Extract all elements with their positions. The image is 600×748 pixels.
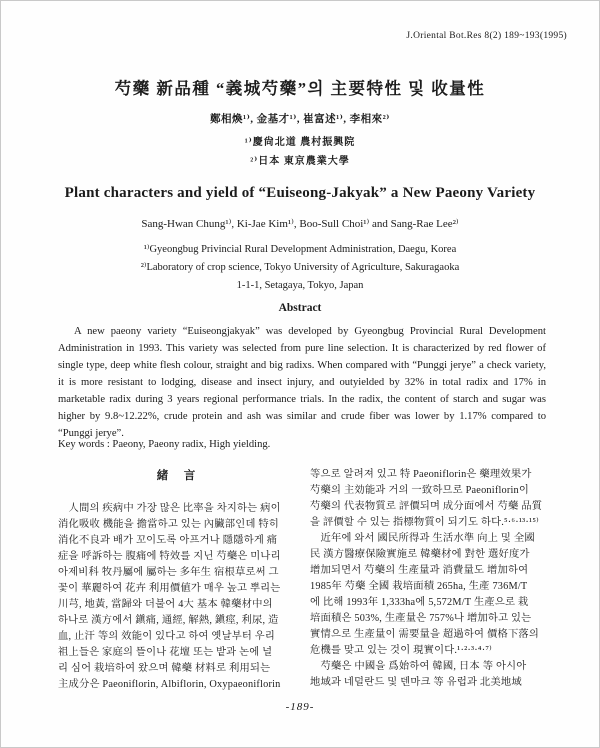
text-line: 에 比해 1993年 1,333ha에 5,572M/T 生產으로 栽 [310,597,529,608]
text-line: 危機를 맞고 있는 것이 現實이다.¹·²·³·⁴·⁷⁾ [310,645,492,656]
affiliation-korean-1: ¹⁾慶尙北道 農村振興院 [244,137,356,148]
text-line: 꽃이 華麗하여 花卉 利用價値가 매우 높고 뿌리는 [58,583,281,594]
text-line: 培面積은 503%, 生產量은 757%나 增加하고 있는 [310,613,532,624]
left-column [58,467,296,693]
two-column-body [58,467,548,693]
authors-korean: 鄭相煥¹⁾, 金基才¹⁾, 崔富述¹⁾, 李相來²⁾ [210,114,390,125]
affiliation-english-3: 1-1-1, Setagaya, Tokyo, Japan [236,280,364,291]
text-line: 川芎, 地黃, 當歸와 더불어 4大 基本 韓藥材中의 [58,599,273,610]
right-column-text [310,467,548,691]
right-column [310,467,548,693]
text-line: 芍藥은 中國을 爲始하여 韓國, 日本 等 아시아 [310,661,527,672]
left-column-text [58,501,296,693]
abstract-body: A new paeony variety “Euiseongjakyak” was developed by Gyeongbug Provincial Rural Development Administration in 1993. This variety was selected from pure line selection. It is characterized by red flower of single type, deep white flesh colour, straight and big radixs. When compared with “Punggi jerye” a check variety, it is more resistant to lodging, disease and insect injury, and outyielded by 32% in total radix and 17% in marketable radix during 3 years regional performance trials. In the radix, the content of starch and sugar was higher by 9.8~12.22%, crude protein and ash was similar and crude fiber was lower by 1.17% compared to “Punggi jerye”. [58,326,546,439]
text-line: 芍藥의 代表物質로 評價되며 成分面에서 芍藥 品質 [310,501,543,512]
text-line: 近年에 와서 國民所得과 生活水準 向上 및 全國 [310,533,535,544]
text-line: 아제비科 牧丹屬에 屬하는 多年生 宿根草로써 그 [58,567,279,578]
text-line: 增加되면서 芍藥의 生產量과 消費量도 增加하여 [310,565,529,576]
text-line: 民 漢方醫療保險實施로 韓藥材에 對한 選好度가 [310,549,530,560]
text-line: 리 심어 栽培하여 왔으며 韓藥 材料로 利用되는 [58,663,271,674]
abstract-heading: Abstract [278,302,322,314]
affiliation-korean-2: ²⁾日本 東京農業大學 [250,156,350,167]
introduction-heading: 緒 言 [156,470,198,482]
text-line: 血, 止汗 等의 效能이 있다고 하여 옛날부터 우리 [58,631,276,642]
text-line: 消化吸收 機能을 擔當하고 있는 內臟部인데 特히 [58,519,280,530]
paper-title-korean: 芍藥 新品種 “義城芍藥”의 主要特性 및 收量性 [114,79,486,98]
keywords-line: Key words : Paeony, Paeony radix, High yielding. [58,439,271,450]
text-line: 人間의 疾病中 가장 많은 比率을 차지하는 病이 [58,503,281,514]
text-line: 症을 呼訴하는 腹痛에 特效를 지닌 芍藥은 미나리 [58,551,281,562]
text-line: 하나로 漢方에서 鎭痛, 通經, 解熱, 鎭痙, 利尿, 造 [58,615,279,626]
journal-citation-header: J.Oriental Bot.Res 8(2) 189~193(1995) [406,31,567,41]
text-line: 地域과 네덜란드 및 덴마크 等 유럽과 北美地域 [310,677,522,688]
text-line: 等으로 알려져 있고 特 Paeoniflorin은 藥理效果가 [310,469,532,480]
page-number: -189- [285,701,315,713]
affiliations-english [1,241,599,295]
paper-title-english: Plant characters and yield of “Euiseong-Jakyak” a New Paeony Variety [64,185,536,201]
text-line: 祖上들은 家庭의 뜰이나 花壇 또는 밭과 논에 널 [58,647,273,658]
affiliation-english-1: ¹⁾Gyeongbug Privincial Rural Development Administration, Daegu, Korea [143,244,457,255]
text-line: 芍藥의 主効能과 거의 一致하므로 Paeoniflorin이 [310,485,530,496]
text-line: 消化不良과 배가 꼬이도록 아프거나 隱隱하게 痛 [58,535,278,546]
text-line: 1985年 芍藥 全國 栽培面積 265ha, 生產 736M/T [310,581,528,592]
text-line: 主成分은 Paeoniflorin, Albiflorin, Oxypaeoniflorin [58,679,281,690]
text-line: 實情으로 生產量이 需要量을 超過하여 價格下落의 [310,629,540,640]
text-line: 을 評價할 수 있는 指標物質이 되기도 하다.⁵·⁶·¹³·¹⁵⁾ [310,517,539,528]
affiliations-korean [1,133,599,171]
affiliation-english-2: ²⁾Laboratory of crop science, Tokyo University of Agriculture, Sakuragaoka [140,262,460,273]
authors-english: Sang-Hwan Chung¹⁾, Ki-Jae Kim¹⁾, Boo-Sull Choi¹⁾ and Sang-Rae Lee²⁾ [141,218,459,230]
